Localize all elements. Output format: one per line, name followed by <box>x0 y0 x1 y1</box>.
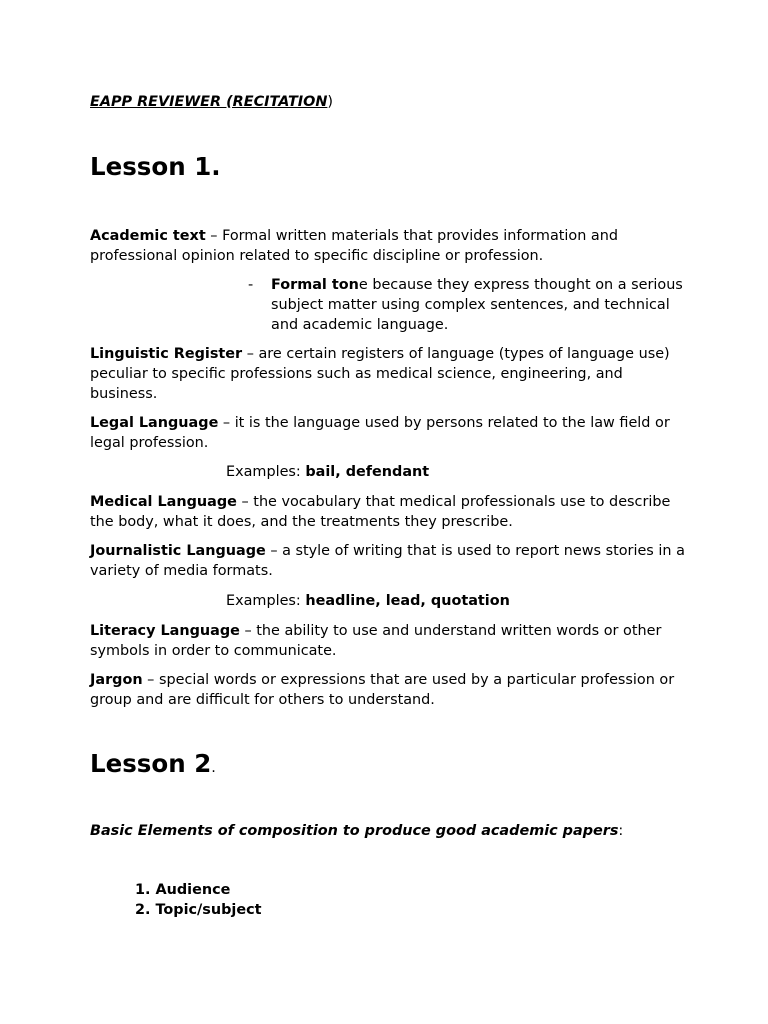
list-item-label: Topic/subject <box>155 902 262 918</box>
examples-legal <box>226 462 429 482</box>
list-item-label: Audience <box>155 882 231 898</box>
lesson2-subheading-text: Basic Elements of composition to produce good academic papers <box>90 823 619 839</box>
bullet-dash: - <box>248 277 254 293</box>
examples-legal-label: Examples: <box>226 464 306 480</box>
term-jargon: Jargon <box>90 672 143 688</box>
term-legal-language: Legal Language <box>90 415 219 431</box>
def-linguistic-register: – are certain registers of language (types of language use) peculiar to specific professions such as medical science, engineering, and business. <box>90 346 670 402</box>
def-formal-tone: e because they express thought on a serious subject matter using complex sentences, and technical and academic language. <box>271 277 683 333</box>
lesson2-subheading <box>90 821 623 841</box>
lesson2-heading-dot: . <box>211 760 216 776</box>
term-academic-text: Academic text <box>90 228 206 244</box>
document-title <box>90 92 333 112</box>
term-literacy-language: Literacy Language <box>90 623 240 639</box>
definition-academic-text <box>90 226 690 266</box>
definition-medical-language <box>90 492 690 532</box>
lesson2-heading-text: Lesson 2 <box>90 749 212 778</box>
examples-legal-values: bail, defendant <box>305 464 430 480</box>
definition-linguistic-register <box>90 344 690 404</box>
definition-journalistic-language <box>90 541 690 581</box>
def-academic-text: – Formal written materials that provides information and professional opinion related to specific discipline or profession. <box>90 228 618 264</box>
def-journalistic-language: – a style of writing that is used to report news stories in a variety of media formats. <box>90 543 685 579</box>
examples-journalistic-label: Examples: <box>226 593 306 609</box>
examples-journalistic <box>226 591 510 611</box>
document-title-text: EAPP REVIEWER (RECITATION <box>90 94 328 110</box>
lesson2-subheading-colon: : <box>618 823 624 839</box>
document-title-paren: ) <box>327 94 334 110</box>
definition-literacy-language <box>90 621 690 661</box>
def-literacy-language: – the ability to use and understand written words or other symbols in order to communicate. <box>90 623 662 659</box>
def-legal-language: – it is the language used by persons related to the law field or legal profession. <box>90 415 670 451</box>
term-formal-tone: Formal ton <box>271 277 359 293</box>
bullet-formal-tone <box>271 275 691 335</box>
list-item-number: 1. <box>135 882 151 898</box>
definition-jargon <box>90 670 690 710</box>
lesson1-heading: Lesson 1. <box>90 152 221 181</box>
term-journalistic-language: Journalistic Language <box>90 543 266 559</box>
lesson2-heading <box>90 749 216 783</box>
term-medical-language: Medical Language <box>90 494 237 510</box>
list-item <box>135 900 262 920</box>
list-item-number: 2. <box>135 902 151 918</box>
definition-legal-language <box>90 413 690 453</box>
term-linguistic-register: Linguistic Register <box>90 346 243 362</box>
def-jargon: – special words or expressions that are used by a particular profession or group and are difficult for others to understand. <box>90 672 675 708</box>
examples-journalistic-values: headline, lead, quotation <box>305 593 510 609</box>
list-item <box>135 880 230 900</box>
def-medical-language: – the vocabulary that medical professionals use to describe the body, what it does, and the treatments they prescribe. <box>90 494 671 530</box>
